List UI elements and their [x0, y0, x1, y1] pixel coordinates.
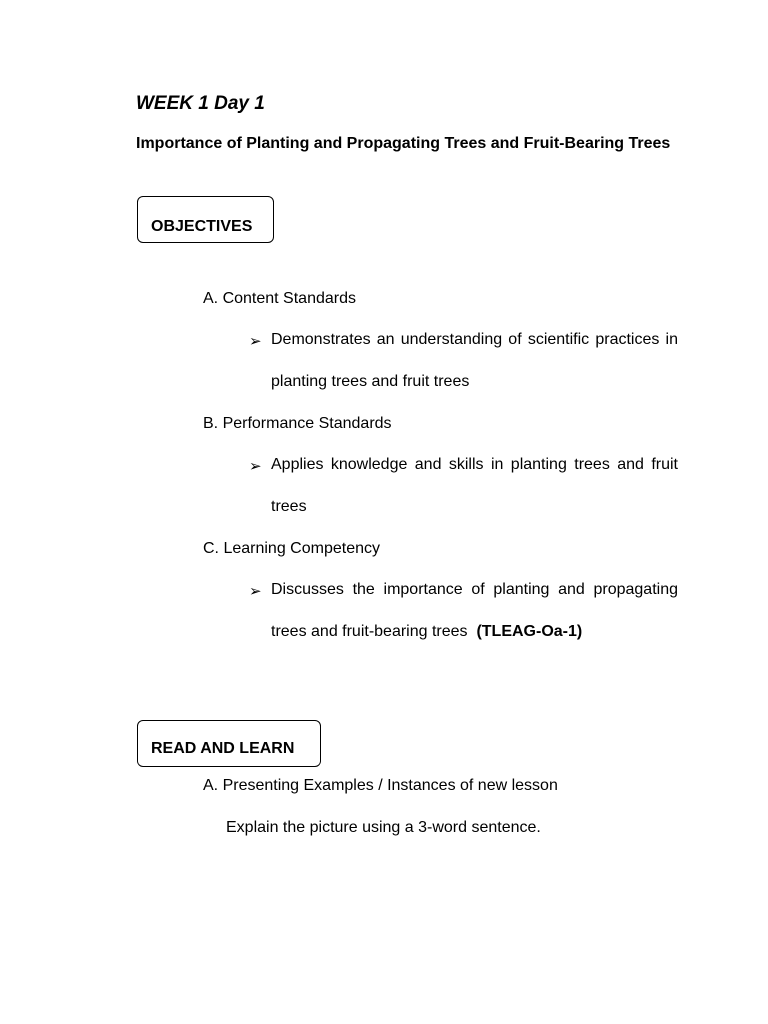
read-and-learn-label: READ AND LEARN: [151, 740, 295, 757]
content-standards-text: Demonstrates an understanding of scientific practices in planting trees and fruit trees: [271, 331, 678, 390]
performance-standards-heading: B. Performance Standards: [203, 415, 392, 432]
learning-competency-body: Discusses the importance of planting and propagating trees and fruit-bearing trees: [271, 581, 678, 640]
content-standards-heading: A. Content Standards: [203, 290, 356, 307]
week-heading: WEEK 1 Day 1: [136, 93, 265, 114]
objectives-label: OBJECTIVES: [151, 218, 253, 235]
arrowhead-bullet-icon: ➢: [249, 582, 262, 600]
learning-competency-text: [271, 569, 678, 653]
lesson-title: Importance of Planting and Propagating Trees and Fruit-Bearing Trees: [136, 135, 671, 152]
performance-standards-text: Applies knowledge and skills in planting trees and fruit trees: [271, 456, 678, 515]
competency-code: (TLEAG-Oa-1): [476, 623, 583, 640]
arrowhead-bullet-icon: ➢: [249, 457, 262, 475]
arrowhead-bullet-icon: ➢: [249, 332, 262, 350]
read-and-learn-box: [137, 720, 321, 767]
instruction-text: Explain the picture using a 3-word sentence.: [226, 819, 541, 836]
objectives-box: [137, 196, 274, 243]
learning-competency-heading: C. Learning Competency: [203, 540, 380, 557]
presenting-examples-heading: A. Presenting Examples / Instances of new lesson: [203, 777, 558, 794]
